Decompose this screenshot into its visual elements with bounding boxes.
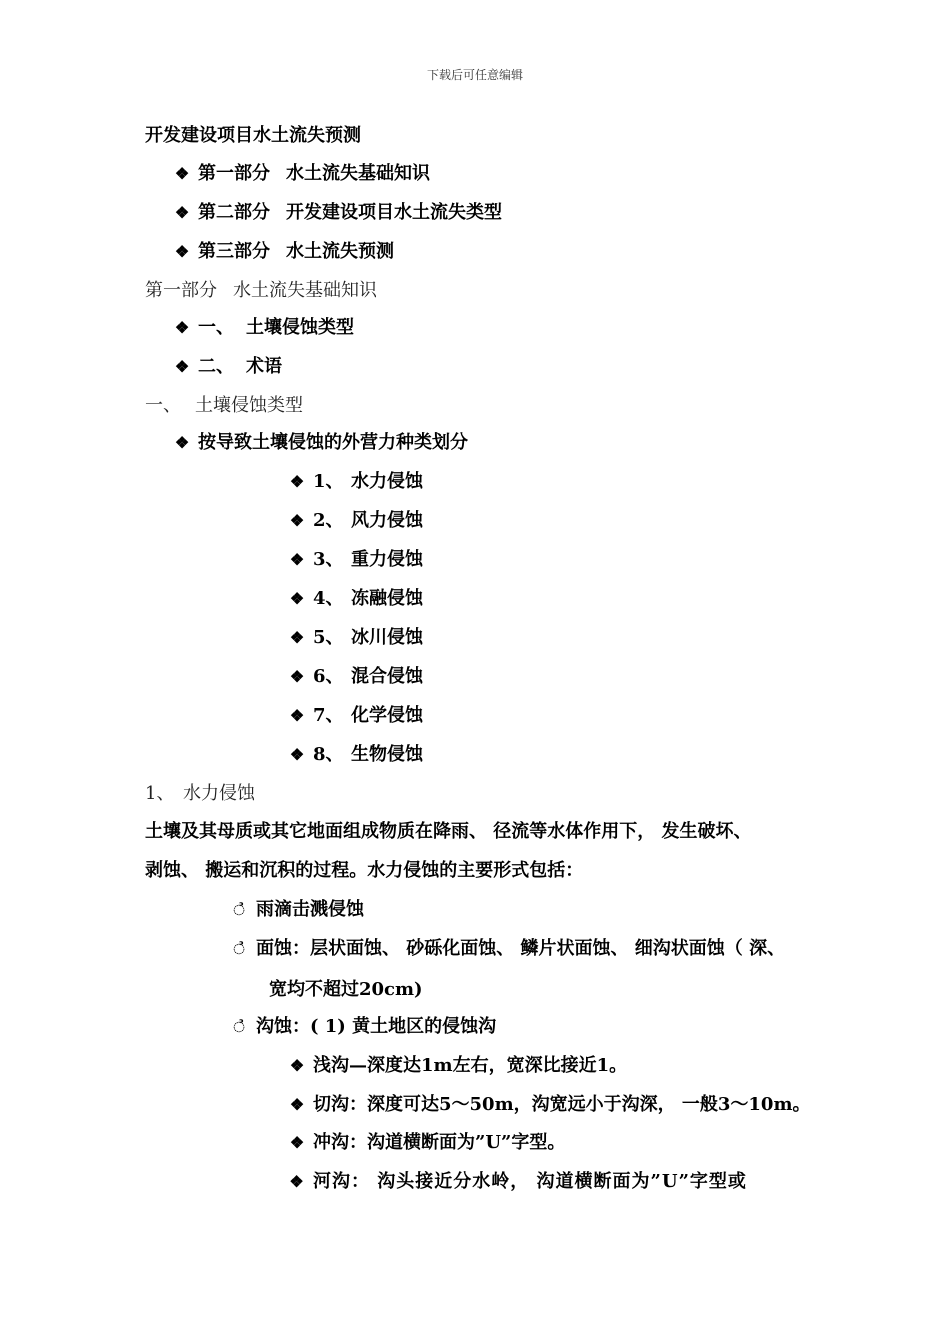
swirl-bullet-icon: ૺ (233, 903, 245, 919)
type-item-5: ❖ 5、 冰川侵蚀 (287, 626, 423, 650)
doc-title: 开发建设项目水土流失预测 (145, 125, 361, 146)
part1-item-2: ❖ 二、 术语 (172, 355, 282, 379)
four-diamond-bullet-icon: ❖ (174, 203, 190, 222)
four-diamond-bullet-icon: ❖ (289, 1056, 305, 1075)
water-paragraph-line-2: 剥蚀、 搬运和沉积的过程。水力侵蚀的主要形式包括： (145, 860, 584, 881)
four-diamond-bullet-icon: ❖ (289, 745, 305, 764)
overview-item-1: ❖ 第一部分 水土流失基础知识 (172, 162, 430, 186)
swirl-bullet-icon: ૺ (233, 1020, 245, 1036)
four-diamond-bullet-icon: ❖ (174, 357, 190, 376)
form-item-3: ૺ 沟蚀：( 1) 黄土地区的侵蚀沟 (228, 1015, 496, 1040)
four-diamond-bullet-icon: ❖ (289, 706, 305, 725)
gully-item-1: ❖ 浅沟—深度达1m左右，宽深比接近1。 (287, 1054, 627, 1078)
four-diamond-bullet-icon: ❖ (289, 1172, 305, 1191)
four-diamond-bullet-icon: ❖ (289, 628, 305, 647)
page-header: 下载后可任意编辑 (426, 68, 523, 82)
type-item-7: ❖ 7、 化学侵蚀 (287, 704, 423, 728)
section1-heading: 一、 土壤侵蚀类型 (145, 395, 303, 416)
type-item-6: ❖ 6、 混合侵蚀 (287, 665, 423, 689)
type-item-2: ❖ 2、 风力侵蚀 (287, 509, 423, 533)
part1-item-1: ❖ 一、 土壤侵蚀类型 (172, 316, 354, 340)
type-item-4: ❖ 4、 冻融侵蚀 (287, 587, 423, 611)
four-diamond-bullet-icon: ❖ (174, 242, 190, 261)
type-item-8: ❖ 8、 生物侵蚀 (287, 743, 423, 767)
section1-point: ❖ 按导致土壤侵蚀的外营力种类划分 (172, 431, 468, 455)
four-diamond-bullet-icon: ❖ (289, 511, 305, 530)
gully-item-4: ❖ 河沟： 沟头接近分水岭， 沟道横断面为”U”字型或 (287, 1170, 747, 1194)
type-item-1: ❖ 1、 水力侵蚀 (287, 470, 423, 494)
gully-item-2: ❖ 切沟：深度可达5～50m，沟宽远小于沟深， 一般3～10m。 (287, 1093, 811, 1117)
water-paragraph-line-1: 土壤及其母质或其它地面组成物质在降雨、 径流等水体作用下， 发生破坏、 (145, 821, 752, 842)
four-diamond-bullet-icon: ❖ (174, 433, 190, 452)
four-diamond-bullet-icon: ❖ (289, 667, 305, 686)
form-item-2: ૺ 面蚀：层状面蚀、 砂砾化面蚀、 鳞片状面蚀、 细沟状面蚀（ 深、 (228, 937, 785, 962)
four-diamond-bullet-icon: ❖ (289, 472, 305, 491)
form-item-2-continued: 宽均不超过20cm) (269, 979, 423, 1000)
form-item-1: ૺ 雨滴击溅侵蚀 (228, 898, 364, 923)
overview-item-2: ❖ 第二部分 开发建设项目水土流失类型 (172, 201, 502, 225)
overview-item-3: ❖ 第三部分 水土流失预测 (172, 240, 394, 264)
type-item-3: ❖ 3、 重力侵蚀 (287, 548, 423, 572)
four-diamond-bullet-icon: ❖ (289, 550, 305, 569)
part1-heading: 第一部分 水土流失基础知识 (145, 280, 377, 301)
four-diamond-bullet-icon: ❖ (289, 1133, 305, 1152)
swirl-bullet-icon: ૺ (233, 942, 245, 958)
water-heading: 1、 水力侵蚀 (145, 783, 255, 804)
gully-item-3: ❖ 冲沟：沟道横断面为”U”字型。 (287, 1131, 565, 1155)
four-diamond-bullet-icon: ❖ (289, 1095, 305, 1114)
four-diamond-bullet-icon: ❖ (174, 164, 190, 183)
four-diamond-bullet-icon: ❖ (289, 589, 305, 608)
four-diamond-bullet-icon: ❖ (174, 318, 190, 337)
